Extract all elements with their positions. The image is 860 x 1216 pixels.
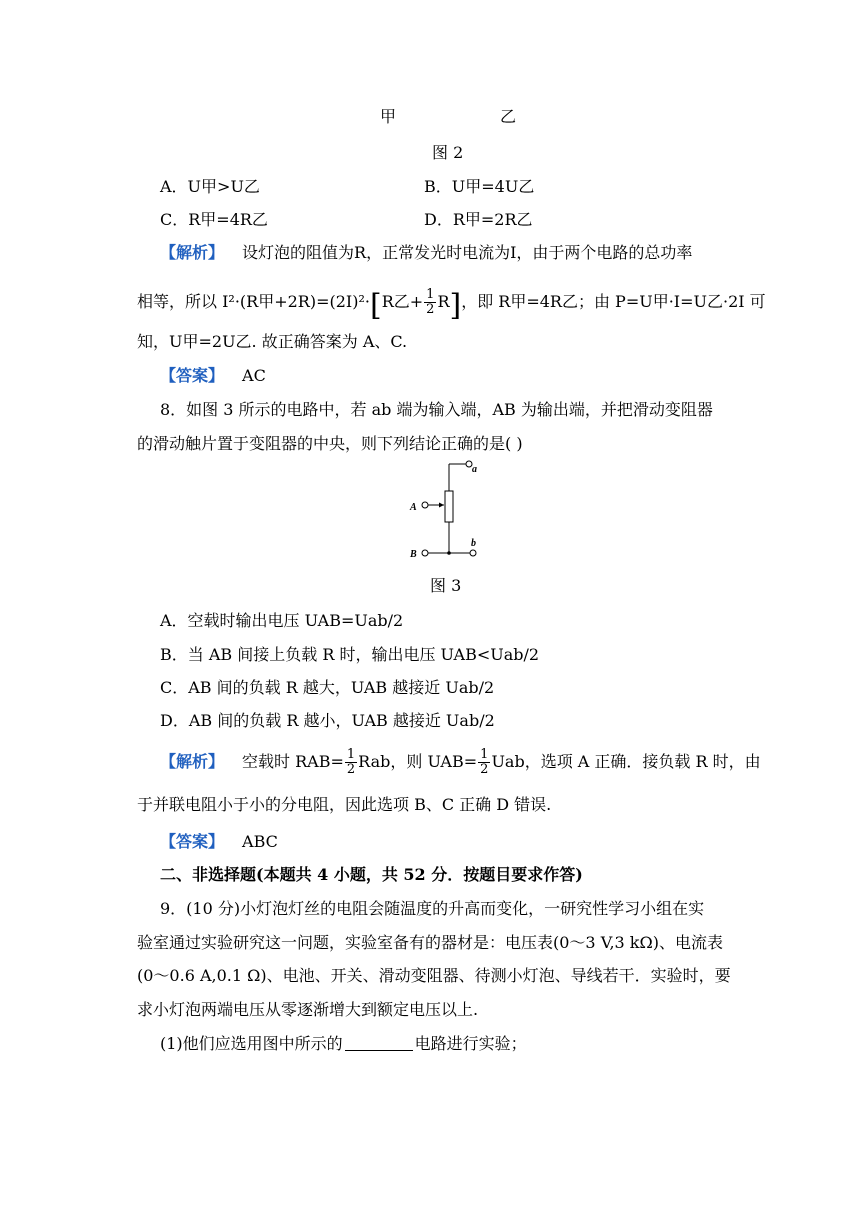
terminal-A — [422, 502, 428, 508]
q8-analysis-text1b: Rab，则 UAB= — [358, 752, 478, 771]
fraction-half: $\frac{1}{2}$ — [346, 747, 356, 777]
answer-value: AC — [242, 366, 266, 385]
fraction-half-2: $\frac{1}{2}$ — [480, 747, 489, 777]
bracket-open: [ — [369, 288, 382, 323]
q7-analysis-text2d: ，即 R甲=4R乙；由 P=U甲·I=U乙·2I 可 — [461, 292, 766, 311]
q8-analysis-text1c: Uab，选项 A 正确．接负载 R 时，由 — [491, 752, 761, 771]
fig3-label-a: a — [472, 464, 477, 475]
q9-line1: 9．(10 分)小灯泡灯丝的电阻会随温度的升高而变化，一研究性学习小组在实 — [160, 899, 705, 918]
bracket-close: ] — [449, 288, 462, 323]
q8-analysis-text1a: 空载时 RAB= — [242, 752, 344, 771]
fig3-label-A: A — [410, 502, 417, 513]
q8-option-c: C．AB 间的负载 R 越大，UAB 越接近 Uab/2 — [160, 678, 495, 697]
q8-answer — [160, 829, 278, 852]
analysis-tag: 【解析】 — [160, 752, 225, 771]
q9-line3: (0～0.6 A,0.1 Ω)、电池、开关、滑动变阻器、待测小灯泡、导线若干．实验时，要 — [137, 966, 731, 985]
q9-line2: 验室通过实验研究这一问题，实验室备有的器材是：电压表(0～3 V,3 kΩ)、电流表 — [137, 933, 724, 952]
fraction-half: $\frac{1}{2}$ — [426, 287, 435, 317]
fig3-circuit-diagram — [400, 456, 490, 562]
fig2-label-jia: 甲 — [380, 107, 397, 126]
q8-option-b: B．当 AB 间接上负载 R 时，输出电压 UAB<Uab/2 — [160, 645, 540, 664]
q7-analysis-text1: 设灯泡的阻值为R，正常发光时电流为I，由于两个电路的总功率 — [242, 243, 693, 262]
fig3-label-b: b — [471, 538, 476, 549]
answer-tag: 【答案】 — [160, 832, 225, 851]
fig2-caption: 图 2 — [432, 143, 464, 162]
q8-option-a: A．空载时输出电压 UAB=Uab/2 — [160, 611, 404, 630]
q7-analysis-text2c: R — [437, 292, 450, 311]
q9-line4: 求小灯泡两端电压从零逐渐增大到额定电压以上. — [137, 1000, 479, 1019]
q7-analysis-text2a: 相等，所以 I²·(R甲+2R)=(2I)²· — [137, 292, 370, 311]
terminal-B — [422, 550, 428, 556]
analysis-tag: 【解析】 — [160, 243, 225, 262]
q9-sub1 — [160, 1031, 527, 1054]
answer-tag: 【答案】 — [160, 366, 225, 385]
q8-analysis-line1 — [160, 748, 761, 777]
q7-option-d: D．R甲=2R乙 — [424, 210, 533, 229]
fig2-label-yi: 乙 — [500, 107, 517, 126]
answer-value: ABC — [242, 832, 278, 851]
q7-analysis-text2b: R乙+ — [381, 292, 424, 311]
q7-option-a: A．U甲>U乙 — [160, 177, 260, 196]
q7-analysis-line2 — [137, 287, 766, 323]
q8-analysis-line2: 于并联电阻小于小的分电阻，因此选项 B、C 正确 D 错误. — [137, 795, 552, 814]
fig3-caption: 图 3 — [430, 576, 462, 595]
q8-stem-line1: 8．如图 3 所示的电路中，若 ab 端为输入端，AB 为输出端，并把滑动变阻器 — [160, 400, 713, 419]
q7-option-b: B．U甲=4U乙 — [424, 177, 535, 196]
terminal-b — [470, 550, 476, 556]
q9-sub1-text-a: (1)他们应选用图中所示的 — [160, 1034, 343, 1053]
q7-analysis-line1 — [160, 240, 692, 263]
q8-stem-line2: 的滑动触片置于变阻器的中央，则下列结论正确的是( ) — [137, 434, 523, 453]
section2-heading: 二、非选择题(本题共 4 小题，共 52 分．按题目要求作答) — [160, 865, 583, 884]
q7-option-c: C．R甲=4R乙 — [160, 210, 268, 229]
q7-analysis-line3: 知，U甲=2U乙. 故正确答案为 A、C. — [137, 332, 408, 351]
answer-blank[interactable] — [345, 1034, 413, 1051]
q9-sub1-text-b: 电路进行实验； — [414, 1034, 527, 1053]
q8-option-d: D．AB 间的负载 R 越小，UAB 越接近 Uab/2 — [160, 711, 495, 730]
q7-answer — [160, 363, 266, 386]
rheostat — [445, 491, 453, 522]
fig3-label-B: B — [410, 549, 417, 560]
